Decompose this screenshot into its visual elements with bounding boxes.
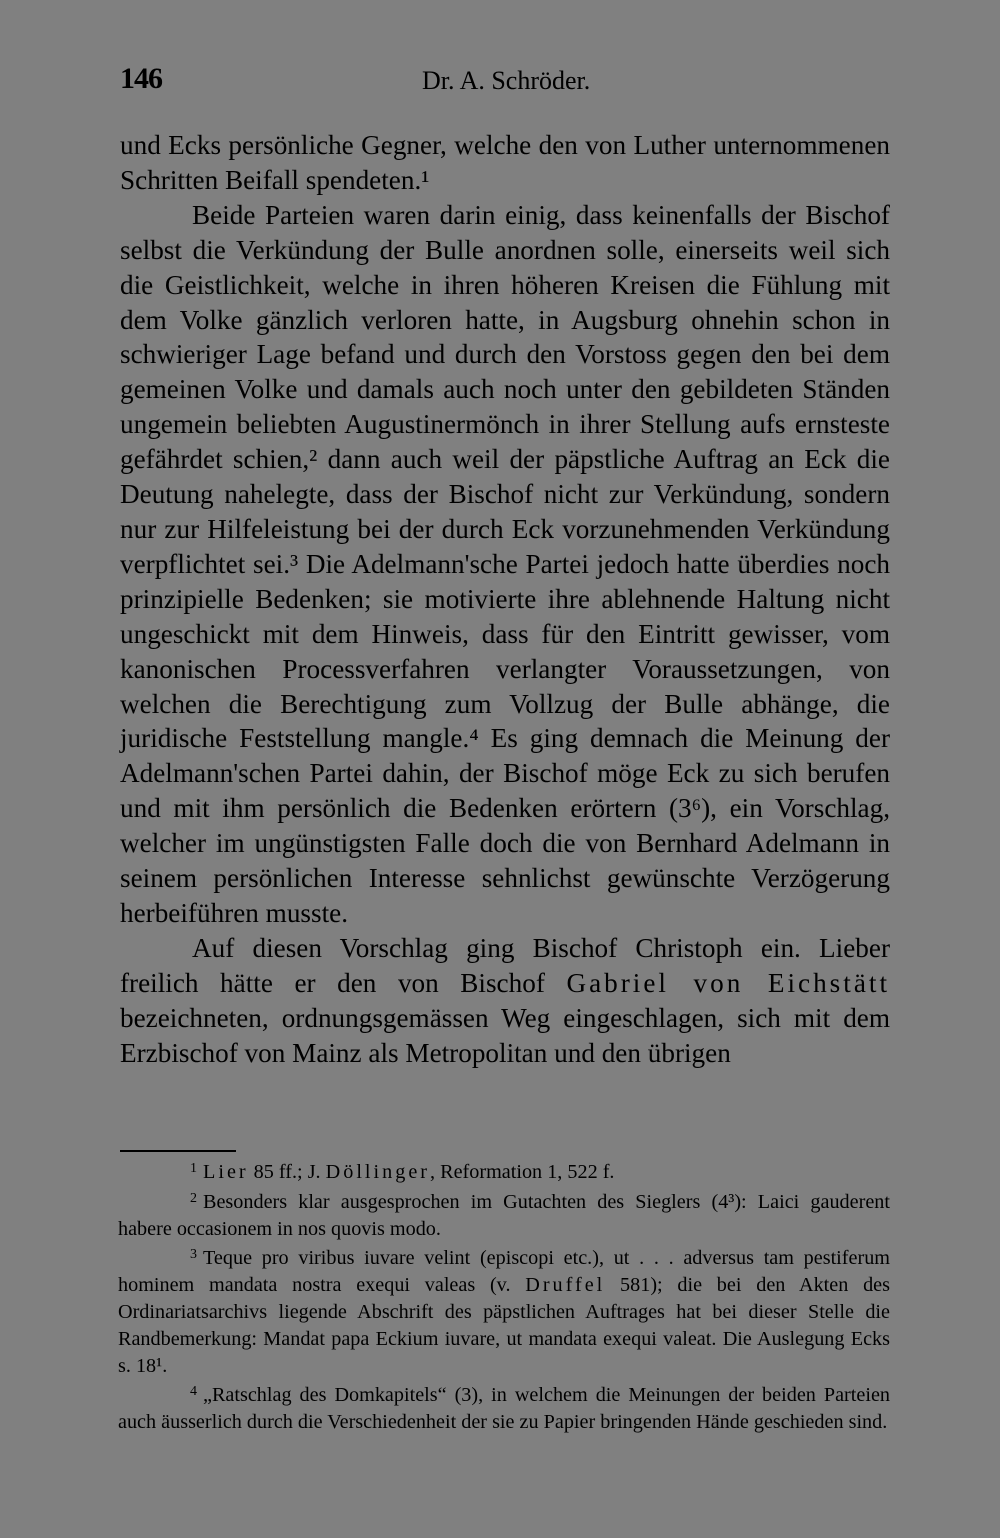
footnote-4 [118, 1379, 890, 1436]
emphasized-name: Lier [203, 1161, 249, 1183]
footnote-text: 581); die bei den Akten des Ordinariatsarchivs liegende Abschrift des päpstlichen Auftrages hat bei dieser Stelle die Randbemerkung: Mandat papa Eckium iuvare, ut mandata exequi valeat. Die Auslegung Ecks s. 18¹. [118, 1274, 890, 1377]
footnote-marker: 1 [190, 1161, 197, 1176]
footnote-2 [118, 1186, 890, 1243]
emphasized-name: Druffel [525, 1274, 606, 1297]
paragraph [120, 931, 890, 1071]
paragraph-text: Auf diesen Vorschlag ging Bischof Christoph ein. Lieber freilich hätte er den von Bischof [120, 932, 890, 998]
running-title: Dr. A. Schröder. [422, 66, 591, 95]
emphasized-name: Döllinger [325, 1161, 431, 1183]
footnote-marker: 4 [190, 1384, 197, 1400]
footnote-3 [118, 1242, 890, 1379]
footnote-separator [120, 1150, 236, 1152]
paragraph: Beide Parteien waren darin einig, dass keinenfalls der Bischof selbst die Verkündung der Bulle anordnen solle, einerseits weil sich die Geistlichkeit, welche in ihren höheren Kreisen die Fühlung mit dem Volke gänzlich verloren hatte, in Augsburg ohnehin schon in schwieriger Lage befand und durch den Vorstoss gegen den bei dem gemeinen Volke und damals auch noch unter den gebildeten Ständen ungemein beliebten Augustinermönch in ihrer Stellung aufs ernsteste gefährdet schien,² dann auch weil der päpstliche Auftrag an Eck die Deutung nahelegte, dass der Bischof nicht zur Verkündung, sondern nur zur Hilfeleistung bei der durch Eck vorzunehmenden Verkündung verpflichtet sei.³ Die Adelmann'sche Partei jedoch hatte überdies noch prinzipielle Bedenken; sie motivierte ihre ablehnende Haltung nicht ungeschickt mit dem Hinweis, dass für den Eintritt gewisser, vom kanonischen Processverfahren verlangter Voraussetzungen, von welchen die Berechtigung zum Vollzug der Bulle abhänge, die juridische Feststellung mangle.⁴ Es ging demnach die Meinung der Adelmann'schen Partei dahin, der Bischof möge Eck zu sich berufen und mit ihm persönlich die Bedenken erörtern (3⁶), ein Vorschlag, welcher im ungünstigsten Falle doch die von Bernhard Adelmann in seinem persönlichen Interesse sehnlichst gewünschte Verzögerung herbeiführen musste. [120, 199, 890, 928]
footnote-text: 85 ff.; J. [248, 1161, 326, 1183]
page-number: 146 [120, 62, 162, 95]
footnote-text: , Reformation 1, 522 f. [430, 1161, 615, 1183]
emphasized-name: Gabriel von Eichstätt [566, 967, 890, 998]
footnote-text: „Ratschlag des Domkapitels“ (3), in welchem die Meinungen der beiden Parteien auch äusserlich durch die Verschiedenheit der sie zu Papier bringenden Hände geschieden sind. [118, 1384, 890, 1434]
paragraph-text: bezeichneten, ordnungsgemässen Weg eingeschlagen, sich mit dem Erzbischof von Mainz als Metropolitan und den übrigen [120, 1002, 890, 1068]
footnote-text: Teque pro viribus iuvare velint (episcopi etc.), ut . . . adversus tam pestiferum hominem mandata nostra exequi valeas (v. [118, 1247, 890, 1297]
paragraph-continuation: und Ecks persönliche Gegner, welche den von Luther unternommenen Schritten Beifall spendeten.¹ [120, 130, 890, 195]
footnote-marker: 2 [190, 1190, 197, 1206]
footnote-marker: 3 [190, 1247, 197, 1263]
footnotes [118, 1156, 890, 1436]
footnote-text: Besonders klar ausgesprochen im Gutachten des Sieglers (4³): Laici gauderent habere occasionem in nos quovis modo. [118, 1190, 890, 1240]
main-text [120, 128, 890, 1070]
footnote-1 [118, 1156, 890, 1186]
page-header [120, 62, 890, 106]
